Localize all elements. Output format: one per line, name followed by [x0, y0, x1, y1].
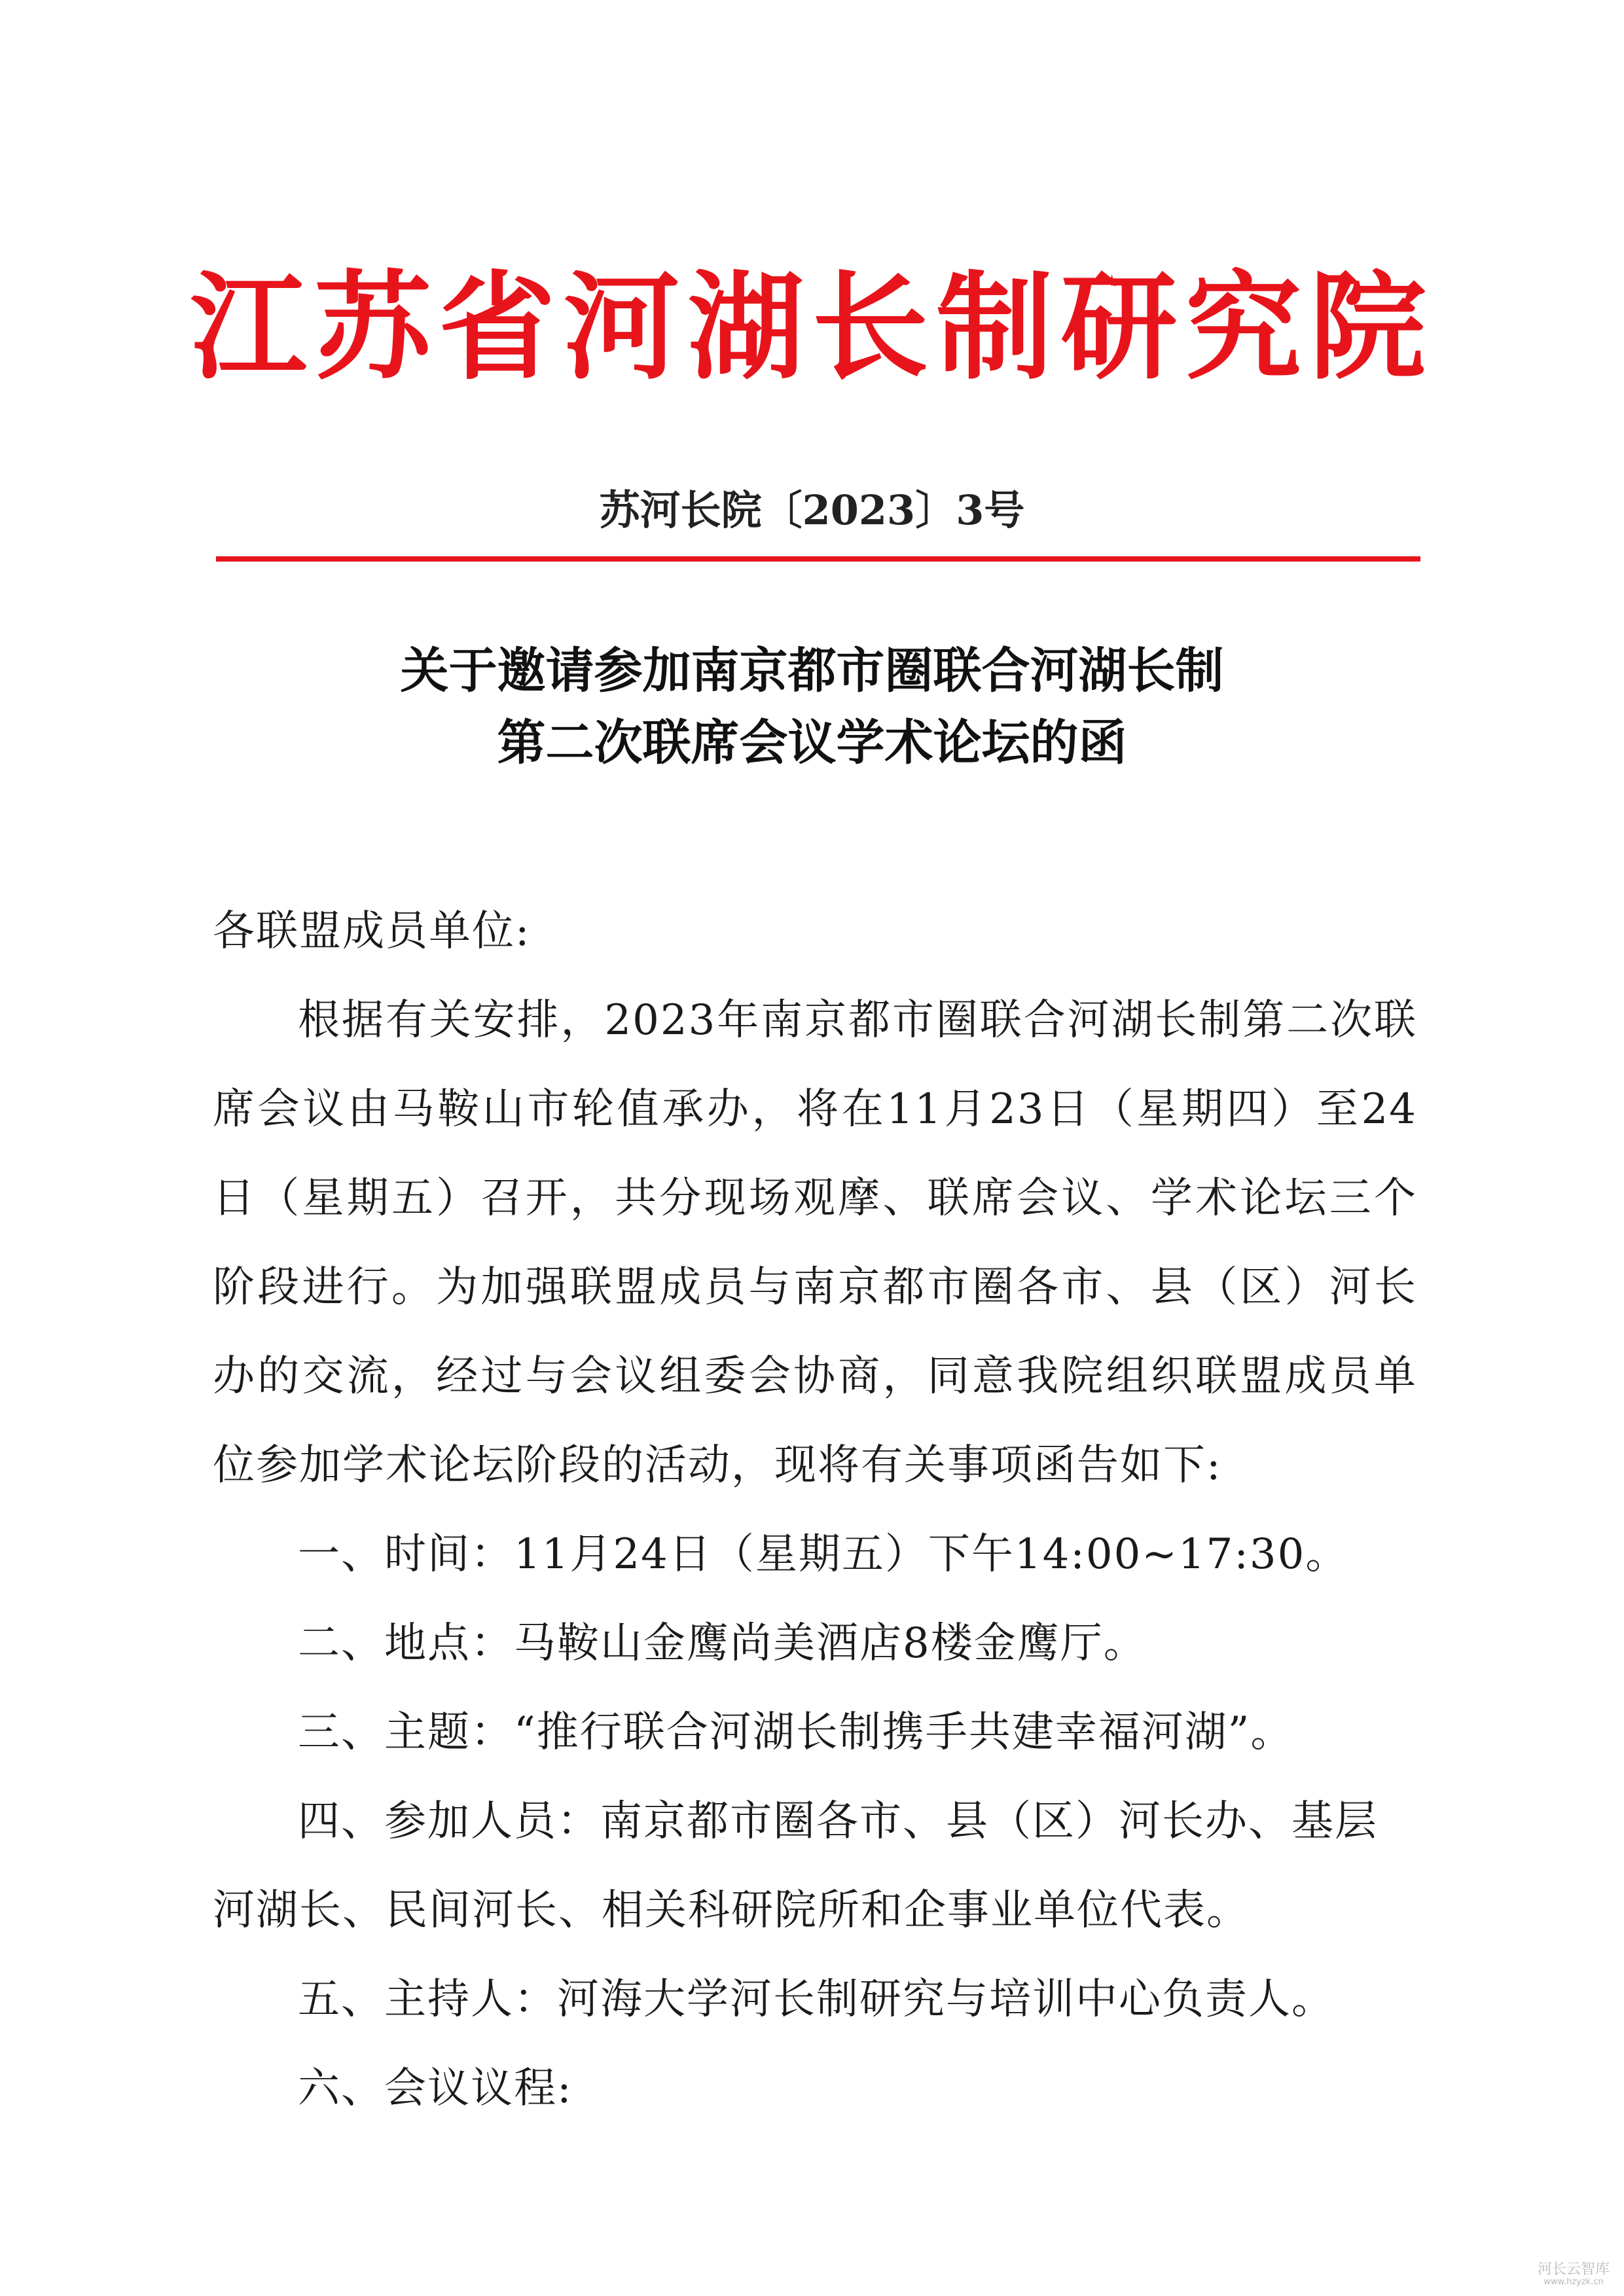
item-participants: 四、参加人员：南京都市圈各市、县（区）河长办、基层河湖长、民间河长、相关科研院所和企事业单位代表。	[213, 1797, 1378, 1935]
document-number: 苏河长院〔2023〕3号	[599, 486, 1025, 534]
organization-masthead: 江苏省河湖长制研究院	[190, 259, 1434, 395]
item-location: 二、地点：马鞍山金鹰尚美酒店8楼金鹰厅。	[298, 1619, 1147, 1668]
intro-paragraph: 根据有关安排，2023年南京都市圈联合河湖长制第二次联席会议由马鞍山市轮值承办，将在11月23日（星期四）至24日（星期五）召开，共分现场观摩、联席会议、学术论坛三个阶段进行。为加强联盟成员与南京都市圈各市、县（区）河长办的交流，经过与会议组委会协商，同意我院组织联盟成员单位参加学术论坛阶段的活动，现将有关事项函告如下:	[213, 996, 1417, 1490]
item-theme: 三、主题：“推行联合河湖长制携手共建幸福河湖”。	[298, 1708, 1294, 1757]
watermark-url: www.hzyzk.cn	[1543, 2277, 1604, 2287]
item-agenda: 六、会议议程:	[298, 2064, 573, 2113]
salutation: 各联盟成员单位:	[213, 907, 531, 956]
item-host: 五、主持人：河海大学河长制研究与培训中心负责人。	[298, 1975, 1335, 2024]
watermark-text: 河长云智库	[1537, 2261, 1610, 2278]
document-title	[0, 635, 1624, 779]
title-line-1: 关于邀请参加南京都市圈联合河湖长制	[400, 643, 1224, 699]
title-line-2: 第二次联席会议学术论坛的函	[497, 715, 1127, 771]
item-time: 一、时间：11月24日（星期五）下午14:00~17:30。	[298, 1530, 1349, 1579]
watermark	[1538, 2262, 1610, 2287]
document-body	[213, 887, 1417, 2133]
header-divider	[216, 556, 1420, 562]
